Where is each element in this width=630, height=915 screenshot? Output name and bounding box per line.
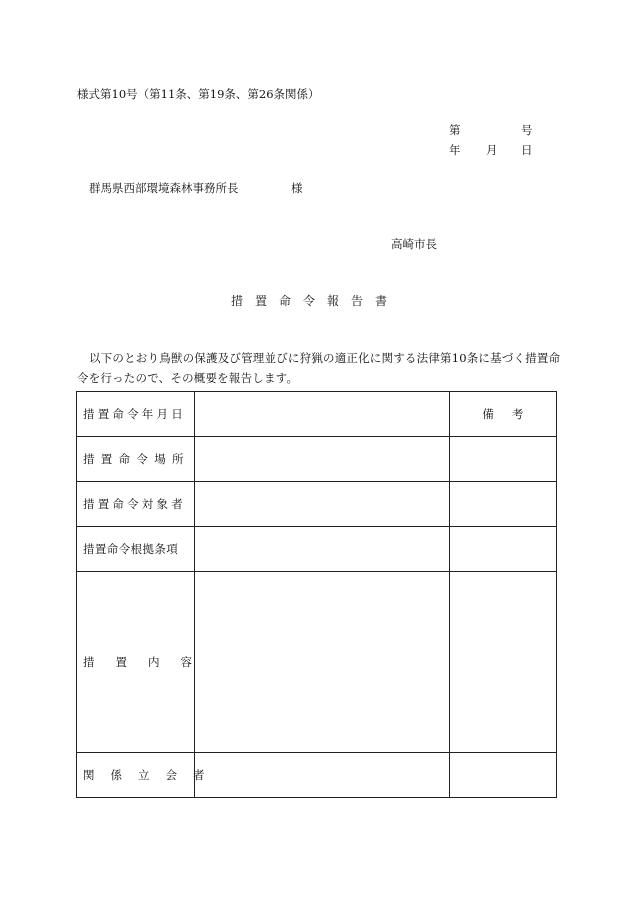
row-label-measure-content: 措置内容 [77,572,195,753]
number-prefix: 第 [449,123,461,137]
table-row [77,572,557,753]
row-note-witnesses [449,753,556,798]
table-row [77,482,557,527]
row-note-measure-content [449,572,556,753]
date-year: 年 [449,143,461,157]
row-label-order-date: 措置命令年月日 [77,392,195,437]
table-row [77,437,557,482]
addressee-name: 群馬県西部環境森林事務所長 [89,181,239,195]
document-title: 措置命令報告書 [230,294,399,308]
date-month: 月 [486,143,498,157]
row-value-witnesses [195,753,450,798]
table-row [77,527,557,572]
row-label-order-target: 措置命令対象者 [77,482,195,527]
date-day: 日 [521,143,533,157]
number-suffix: 号 [521,123,533,137]
note-header: 備考 [449,392,556,437]
table-row [77,753,557,798]
row-note-order-target [449,482,556,527]
row-value-order-target [195,482,450,527]
row-label-legal-basis: 措置命令根拠条項 [77,527,195,572]
sender-name: 高崎市長 [391,237,437,251]
row-note-legal-basis [449,527,556,572]
row-label-order-place: 措置命令場所 [77,437,195,482]
row-value-order-place [195,437,450,482]
form-number: 様式第10号（第11条、第19条、第26条関係） [77,87,320,101]
row-value-measure-content [195,572,450,753]
report-table [76,391,557,798]
body-text: 以下のとおり鳥獣の保護及び管理並びに狩猟の適正化に関する法律第10条に基づく措置命令を行ったので、その概要を報告します。 [77,351,561,385]
row-note-order-place [449,437,556,482]
table-row [77,392,557,437]
row-label-witnesses: 関係立会者 [77,753,195,798]
row-value-order-date [195,392,450,437]
row-value-legal-basis [195,527,450,572]
addressee-honorific: 様 [291,181,303,195]
